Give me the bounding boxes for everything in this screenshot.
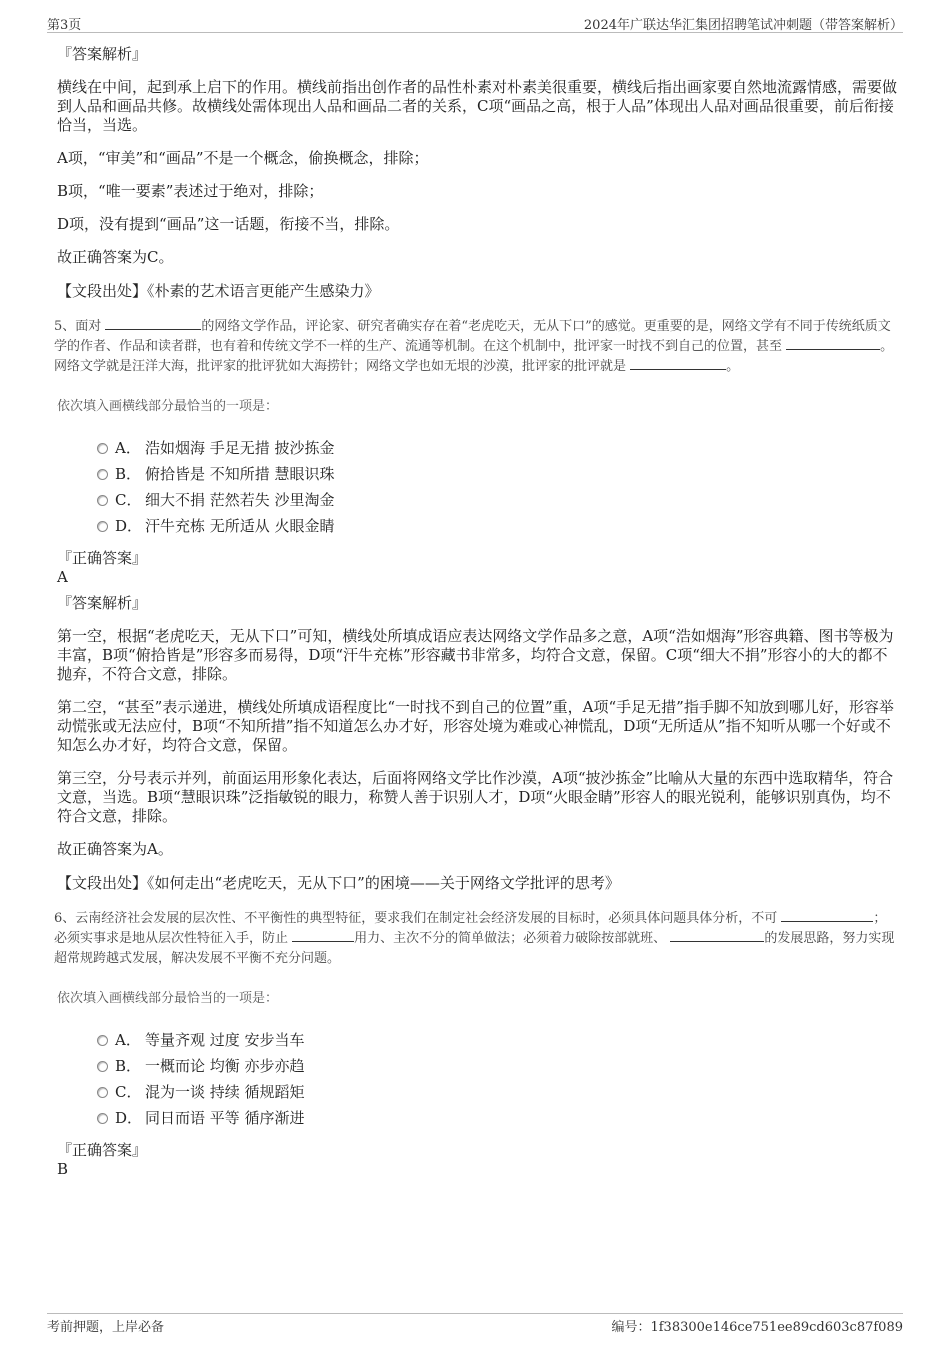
q4-source: 【文段出处】《朴素的艺术语言更能产生感染力》	[57, 282, 380, 300]
q6-correct-label: 『正确答案』	[57, 1141, 148, 1159]
q6-options	[97, 1027, 897, 1131]
q4-analysis-para: D项，没有提到“画品”这一话题，衔接不当，排除。	[57, 215, 400, 233]
q5-options	[97, 435, 897, 539]
radio-button[interactable]	[97, 1035, 108, 1046]
q5-source: 【文段出处】《如何走出“老虎吃天，无从下口”的困境——关于网络文学批评的思考》	[57, 874, 620, 892]
footer-slogan: 考前押题，上岸必备	[47, 1320, 165, 1335]
q5-option-d[interactable]: D． 汗牛充栋 无所适从 火眼金睛	[97, 513, 897, 539]
q6-stem: 6、云南经济社会发展的层次性、不平衡性的典型特征，要求我们在制定社会经济发展的目标时，必须具体问题具体分析，不可 ；必须实事求是地从层次性特征入手，防止 用力、主次不分的简单做法；必须着力破除按部就班、 的发展思路，努力实现超常规跨越式发展，解决发展不平衡不充分问题。	[54, 911, 895, 966]
q5-option-b[interactable]: B． 俯拾皆是 不知所措 慧眼识珠	[97, 461, 897, 487]
q6-option-a[interactable]: A． 等量齐观 过度 安步当车	[97, 1027, 897, 1053]
radio-button[interactable]	[97, 443, 108, 454]
q4-analysis-para: A项，“审美”和“画品”不是一个概念，偷换概念，排除；	[57, 149, 429, 167]
q4-analysis-label: 『答案解析』	[57, 45, 148, 63]
q5-option-c[interactable]: C． 细大不捐 茫然若失 沙里淘金	[97, 487, 897, 513]
page-header	[47, 12, 903, 33]
q6-option-c[interactable]: C． 混为一谈 持续 循规蹈矩	[97, 1079, 897, 1105]
document-title: 2024年广联达华汇集团招聘笔试冲刺题（带答案解析）	[583, 18, 903, 33]
q5-conclusion: 故正确答案为A。	[57, 840, 173, 858]
q5-correct-label: 『正确答案』	[57, 549, 148, 567]
document-id: 编号：1f38300e146ce751ee89cd603c87f089	[611, 1320, 903, 1335]
blank-3	[630, 357, 726, 370]
page-number: 第3页	[47, 18, 82, 33]
blank-1	[781, 909, 873, 922]
q5-stem: 5、面对 的网络文学作品，评论家、研究者确实存在着“老虎吃天，无从下口”的感觉。更重要的是，网络文学有不同于传统纸质文学的作者、作品和读者群，也有着和传统文学不一样的生产、流通等机制。在这个机制中，批评家一时找不到自己的位置，甚至 。网络文学就是汪洋大海，批评家的批评犹如大海捞针；网络文学也如无垠的沙漠，批评家的批评就是 。	[54, 319, 894, 374]
page-content	[54, 44, 898, 1185]
q5-analysis-para: 第二空，“甚至”表示递进，横线处所填成语程度比“一时找不到自己的位置”重，A项“手足无措”指手脚不知放到哪儿好，形容举动慌张或无法应付，B项“不知所措”指不知道怎么办才好，形容处境为难或心神慌乱，D项“无所适从”指不知听从哪一个好或不知怎么办才好，均符合文意，保留。	[57, 698, 894, 754]
blank-1	[105, 317, 201, 330]
radio-button[interactable]	[97, 1087, 108, 1098]
blank-2	[786, 337, 880, 350]
radio-button[interactable]	[97, 495, 108, 506]
radio-button[interactable]	[97, 469, 108, 480]
q5-correct-answer: A	[57, 568, 68, 586]
q4-analysis-para: B项，“唯一要素”表述过于绝对，排除；	[57, 182, 324, 200]
radio-button[interactable]	[97, 1113, 108, 1124]
page-footer	[47, 1313, 903, 1334]
q6-option-d[interactable]: D． 同日而语 平等 循序渐进	[97, 1105, 897, 1131]
q5-instruction: 依次填入画横线部分最恰当的一项是：	[57, 399, 279, 414]
q5-option-a[interactable]: A． 浩如烟海 手足无措 披沙拣金	[97, 435, 897, 461]
q5-analysis-label: 『答案解析』	[57, 594, 148, 612]
q4-analysis-para: 横线在中间，起到承上启下的作用。横线前指出创作者的品性朴素对朴素美很重要，横线后指出画家要自然地流露情感，需要做到人品和画品共修。故横线处需体现出人品和画品二者的关系，C项“画品之高，根于人品”体现出人品对画品很重要，前后衔接恰当，当选。	[57, 78, 898, 134]
blank-2	[292, 929, 354, 942]
radio-button[interactable]	[97, 1061, 108, 1072]
blank-3	[670, 929, 764, 942]
q4-conclusion: 故正确答案为C。	[57, 248, 174, 266]
q6-option-b[interactable]: B． 一概而论 均衡 亦步亦趋	[97, 1053, 897, 1079]
radio-button[interactable]	[97, 521, 108, 532]
q5-analysis-para: 第三空，分号表示并列，前面运用形象化表达，后面将网络文学比作沙漠，A项“披沙拣金”比喻从大量的东西中选取精华，符合文意，当选。B项“慧眼识珠”泛指敏锐的眼力，称赞人善于识别人才，D项“火眼金睛”形容人的眼光锐利，能够识别真伪，均不符合文意，排除。	[57, 769, 894, 825]
q6-correct-answer: B	[57, 1160, 69, 1178]
q6-instruction: 依次填入画横线部分最恰当的一项是：	[57, 991, 279, 1006]
q5-analysis-para: 第一空，根据“老虎吃天，无从下口”可知，横线处所填成语应表达网络文学作品多之意，A项“浩如烟海”形容典籍、图书等极为丰富，B项“俯拾皆是”形容多而易得，D项“汗牛充栋”形容藏书非常多，均符合文意，保留。C项“细大不捐”形容小的大的都不抛弃，不符合文意，排除。	[57, 627, 894, 683]
